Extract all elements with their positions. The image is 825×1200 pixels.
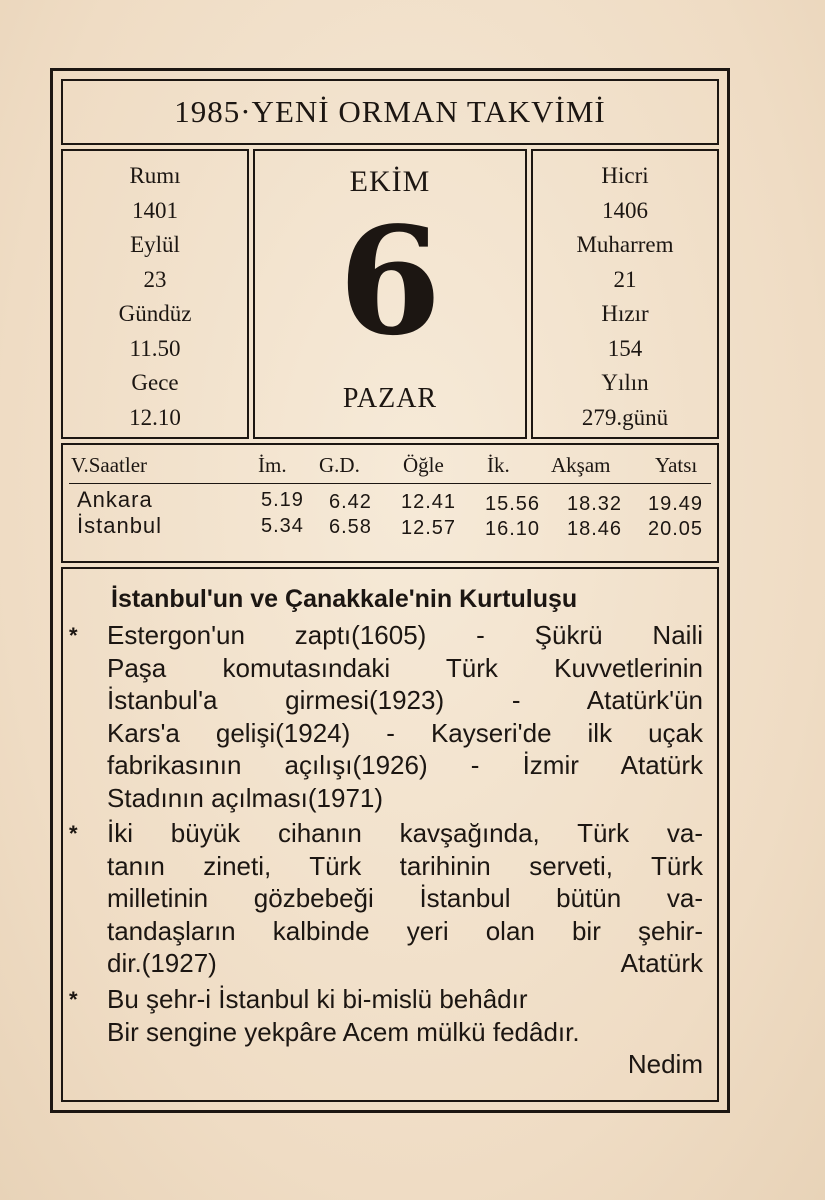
year-day-label: Yılın [601, 370, 649, 395]
col-gunes: G.D. [319, 453, 360, 477]
date-panel [61, 149, 719, 439]
rumi-label: Rumı [129, 163, 181, 188]
text-line: İstanbul'a girmesi(1923) - Atatürk'ün [107, 685, 703, 715]
events-box [61, 567, 719, 1102]
day-of-year: 279.günü [581, 404, 669, 430]
daytime-length: 11.50 [129, 335, 181, 361]
prayer-header-row [63, 453, 717, 481]
header-divider [69, 483, 711, 484]
time-cell: 19.49 [648, 493, 704, 515]
hicri-day: 21 [613, 266, 637, 292]
calendar-page [50, 68, 730, 1113]
daytime-label: Gündüz [118, 301, 192, 326]
text-line: Estergon'un zaptı(1605) - Şükrü Naili [107, 620, 703, 650]
text-line: tanın zineti, Türk tarihinin serveti, Türk [107, 850, 703, 881]
col-aksam: Akşam [551, 453, 611, 477]
text-line: Bu şehr-i İstanbul ki bi-mislü behâdır [107, 984, 528, 1014]
event-entry-2 [69, 817, 703, 980]
hicri-label: Hicri [601, 163, 649, 188]
text-line: İki büyük cihanın kavşağında, Türk va- [107, 818, 703, 848]
rumi-year: 1401 [132, 197, 178, 223]
time-cell: 18.32 [567, 493, 623, 515]
col-ikindi: İk. [487, 453, 510, 477]
prayer-times-table [61, 443, 719, 563]
hizir-value: 154 [607, 335, 643, 361]
text-line [107, 947, 703, 980]
time-cell: 12.57 [401, 517, 457, 539]
rumi-day: 23 [143, 266, 167, 292]
text-line: Bir sengine yekpâre Acem mülkü fedâdır. [107, 1016, 580, 1047]
calendar-title: 1985·YENİ ORMAN TAKVİMİ [61, 79, 719, 145]
time-cell: 5.34 [261, 515, 304, 537]
night-length: 12.10 [129, 404, 181, 430]
weekday-name: PAZAR [342, 383, 438, 414]
text-line: Kars'a gelişi(1924) - Kayseri'de ilk uçak [107, 717, 703, 748]
time-cell: 6.42 [329, 491, 372, 513]
quote-year: dir.(1927) [107, 948, 217, 978]
bullet-star: * [69, 987, 78, 1012]
rumi-month: Eylül [130, 232, 180, 257]
month-name: EKİM [349, 165, 431, 198]
time-cell: 12.41 [401, 491, 457, 513]
col-yatsi: Yatsı [655, 453, 698, 477]
quote-author: Atatürk [620, 948, 703, 978]
time-cell: 6.58 [329, 516, 372, 538]
time-cell: 18.46 [567, 518, 623, 540]
hicri-year: 1406 [602, 197, 648, 223]
text-line: Stadının açılması(1971) [107, 782, 384, 813]
text-line: fabrikasının açılışı(1926) - İzmir Atatürk [107, 750, 703, 780]
poet-name: Nedim [627, 1049, 703, 1079]
bullet-star: * [69, 821, 78, 846]
event-entry-3 [69, 983, 703, 1081]
time-cell: 5.19 [261, 489, 304, 511]
events-heading: İstanbul'un ve Çanakkale'nin Kurtuluşu [111, 585, 578, 613]
prayer-heading: V.Saatler [71, 453, 148, 477]
event-entry-1 [69, 619, 703, 814]
date-center [253, 149, 527, 439]
time-cell: 15.56 [485, 493, 541, 515]
rumi-column [61, 149, 249, 439]
text-line: milletinin gözbebeği İstanbul bütün va- [107, 883, 703, 913]
hicri-month: Muharrem [576, 232, 674, 257]
text-line: Paşa komutasındaki Türk Kuvvetlerinin [107, 652, 703, 683]
night-label: Gece [131, 370, 179, 395]
day-number: 6 [338, 194, 442, 368]
city-ankara: Ankara [77, 487, 153, 512]
city-istanbul: İstanbul [77, 513, 163, 538]
col-ogle: Öğle [403, 453, 444, 477]
text-line: tandaşların kalbinde yeri olan bir şehir- [107, 915, 703, 946]
bullet-star: * [69, 623, 78, 648]
hicri-column [531, 149, 719, 439]
col-imsak: İm. [258, 453, 287, 477]
hizir-label: Hızır [601, 301, 649, 326]
time-cell: 16.10 [485, 518, 541, 540]
time-cell: 20.05 [648, 518, 704, 540]
